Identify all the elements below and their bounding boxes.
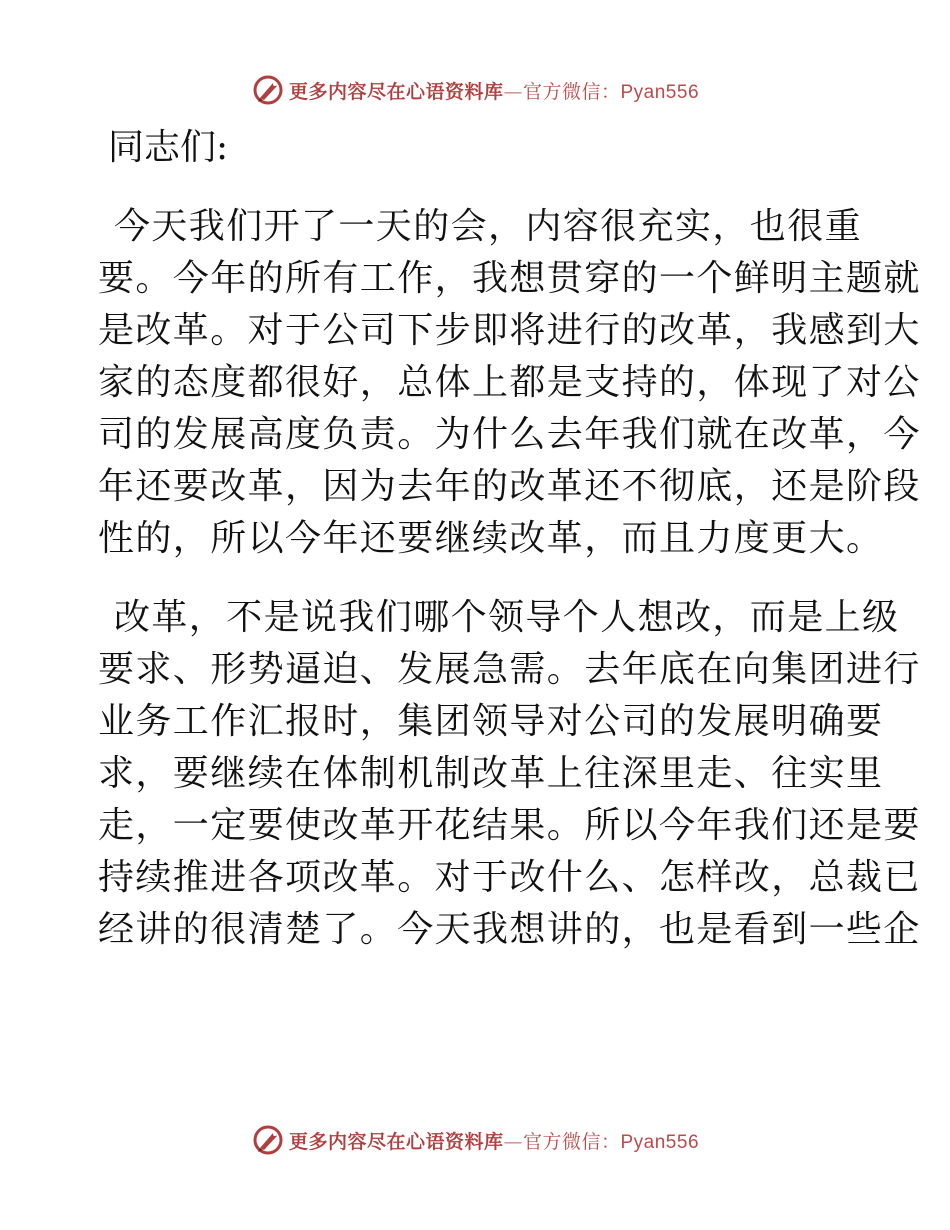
paragraph-line: 家的态度都很好，总体上都是支持的，体现了对公 (98, 362, 921, 403)
header-banner (0, 70, 950, 110)
paragraph-2 (98, 592, 921, 956)
paragraph-line: 性的，所以今年还要继续改革，而且力度更大。 (98, 518, 884, 559)
banner-site-name: 更多内容尽在心语资料库 (288, 1130, 504, 1153)
banner-text (289, 1127, 699, 1154)
pen-logo-icon (251, 73, 285, 107)
paragraph-line: 今天我们开了一天的会，内容很充实，也很重 (114, 206, 863, 247)
paragraph-line: 求，要继续在体制机制改革上往深里走、往实里 (98, 753, 884, 794)
pen-logo-icon (251, 1123, 285, 1157)
banner-site-name: 更多内容尽在心语资料库 (288, 80, 504, 103)
banner-account: Pyan556 (620, 1131, 700, 1153)
banner-account: Pyan556 (620, 81, 700, 103)
banner-dash: — (503, 80, 523, 103)
paragraph-line: 经讲的很清楚了。今天我想讲的，也是看到一些企 (98, 909, 921, 950)
salutation: 同志们: (108, 127, 229, 168)
paragraph-line: 要求、形势逼迫、发展急需。去年底在向集团进行 (98, 649, 921, 690)
banner-label: 官方微信： (522, 1130, 621, 1153)
banner-label: 官方微信： (522, 80, 621, 103)
paragraph-1 (98, 201, 921, 565)
paragraph-line: 改革，不是说我们哪个领导个人想改，而是上级 (114, 597, 900, 638)
paragraph-line: 年还要改革，因为去年的改革还不彻底，还是阶段 (98, 466, 921, 507)
paragraph-line: 走，一定要使改革开花结果。所以今年我们还是要 (98, 805, 921, 846)
paragraph-line: 是改革。对于公司下步即将进行的改革，我感到大 (98, 310, 921, 351)
paragraph-line: 要。今年的所有工作，我想贯穿的一个鲜明主题就 (98, 258, 921, 299)
paragraph-line: 持续推进各项改革。对于改什么、怎样改，总裁已 (98, 857, 921, 898)
banner-dash: — (503, 1130, 523, 1153)
footer-banner (0, 1120, 950, 1160)
paragraph-line: 司的发展高度负责。为什么去年我们就在改革，今 (98, 414, 921, 455)
document-body (98, 122, 921, 983)
banner-text (289, 77, 699, 104)
paragraph-line: 业务工作汇报时，集团领导对公司的发展明确要 (98, 701, 884, 742)
